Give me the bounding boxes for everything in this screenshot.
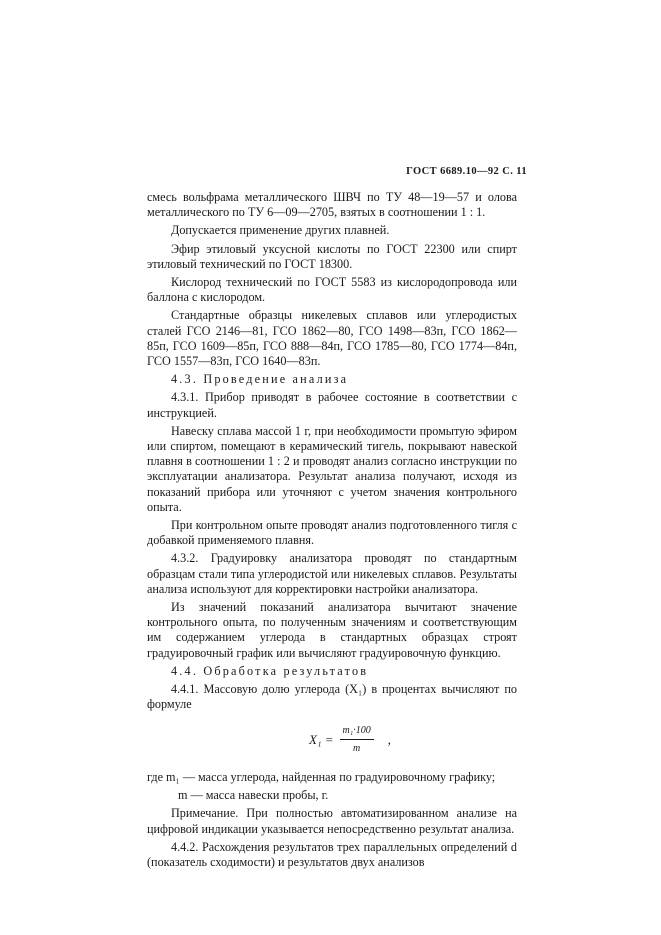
formula-tail: , <box>387 731 391 747</box>
legend-m: m — масса навески пробы, г. <box>178 788 329 803</box>
page-header: ГОСТ 6689.10—92 С. 11 <box>406 166 527 177</box>
section-heading-4-3: 4.3. Проведение анализа <box>171 372 349 387</box>
paragraph-other-fluxes: Допускается применение других плавней. <box>171 223 390 238</box>
paragraph-sample-procedure: Навеску сплава массой 1 г, при необходимости промытую эфиром или спиртом, помещают в керамический тигель, покрывают навеской плавня в соотношении 1 : 2 и проводят анализ согласно инструкции по эксплуатации анализатора. Результат анализа получают, исходя из показаний прибора или уточняют с учетом значения контрольного опыта. <box>147 423 517 514</box>
formula-lhs: X₁ = <box>309 731 334 747</box>
paragraph-oxygen: Кислород технический по ГОСТ 5583 из кислородопровода или баллона с кислородом. <box>147 275 517 305</box>
note-automated: Примечание. При полностью автоматизированном анализе на цифровой индикации указывается непосредственно результат анализа. <box>147 806 517 836</box>
paragraph-4-4-1: 4.4.1. Массовую долю углерода (X₁) в процентах вычисляют по формуле <box>147 682 517 712</box>
paragraph-standard-samples: Стандартные образцы никелевых сплавов или углеродистых сталей ГСО 2146—81, ГСО 1862—80, ГСО 1498—83п, ГСО 1862—85п, ГСО 1609—85п, ГСО 888—84п, ГСО 1785—80, ГСО 1774—84п, ГСО 1557—83п, ГСО 1640—83п. <box>147 308 517 369</box>
section-heading-4-4: 4.4. Обработка результатов <box>171 663 369 678</box>
document-body <box>147 190 517 873</box>
paragraph-4-3-1: 4.3.1. Прибор приводят в рабочее состояние в соответствии с инструкцией. <box>147 390 517 420</box>
paragraph-control-test: При контрольном опыте проводят анализ подготовленного тигля с добавкой применяемого плавня. <box>147 518 517 548</box>
formula-fraction <box>340 723 374 756</box>
paragraph-calibration: Из значений показаний анализатора вычитают значение контрольного опыта, по полученным значениям и соответствующим им содержанием углерода в стандартных образцах строят градуировочный график или вычисляют градуировочную функцию. <box>147 600 517 660</box>
paragraph-4-3-2: 4.3.2. Градуировку анализатора проводят по стандартным образцам стали типа углеродистой или никелевых сплавов. Результаты анализа используют для корректировки настройки анализатора. <box>147 551 517 596</box>
paragraph-ether: Эфир этиловый уксусной кислоты по ГОСТ 22300 или спирт этиловый технический по ГОСТ 18300. <box>147 241 517 271</box>
formula-numerator: m₁·100 <box>340 723 374 740</box>
formula-denominator: m <box>353 742 361 754</box>
formula-carbon-fraction <box>183 723 517 756</box>
paragraph-4-4-2: 4.4.2. Расхождения результатов трех параллельных определений d (показатель сходимости) и результатов двух анализов <box>147 839 517 869</box>
paragraph-plavni-mix: смесь вольфрама металлического ШВЧ по ТУ 48—19—57 и олова металлического по ТУ 6—09—2705, взятых в соотношении 1 : 1. <box>147 190 517 220</box>
legend-m1: где m₁ — масса углерода, найденная по градуировочному графику; <box>147 769 496 784</box>
